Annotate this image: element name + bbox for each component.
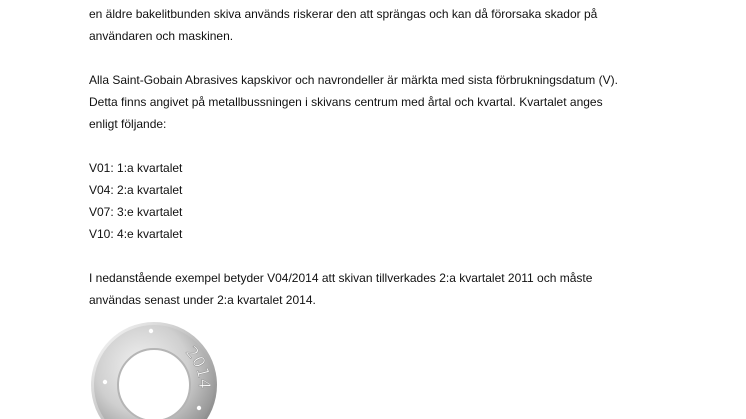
expiry-line-2: Detta finns angivet på metallbussningen i skivans centrum med årtal och kvartal. Kvartalet anges: [89, 95, 603, 109]
intro-line-1: en äldre bakelitbunden skiva används riskerar den att sprängas och kan då förorsaka skador på: [89, 7, 598, 21]
bushing-ring-icon: [89, 320, 219, 419]
paragraph-gap: [89, 135, 729, 157]
quarter-item: V04: 2:a kvartalet: [89, 183, 183, 197]
expiry-line-1: Alla Saint-Gobain Abrasives kapskivor och navrondeller är märkta med sista förbrukningsdatum (V).: [89, 73, 618, 87]
document-body: [89, 0, 729, 311]
bushing-stamp-text: 2014: [181, 342, 215, 390]
quarter-item: V01: 1:a kvartalet: [89, 161, 183, 175]
example-line-2: användas senast under 2:a kvartalet 2014.: [89, 293, 316, 307]
paragraph-gap: [89, 245, 729, 267]
quarter-item: V10: 4:e kvartalet: [89, 227, 183, 241]
quarter-item: V07: 3:e kvartalet: [89, 205, 183, 219]
paragraph-gap: [89, 47, 729, 69]
quarter-list: [89, 157, 729, 245]
example-line-1: I nedanstående exempel betyder V04/2014 att skivan tillverkades 2:a kvartalet 2011 och måste: [89, 271, 593, 285]
intro-line-2: användaren och maskinen.: [89, 29, 234, 43]
metal-bushing-image: [89, 320, 219, 419]
expiry-line-3: enligt följande:: [89, 117, 167, 131]
